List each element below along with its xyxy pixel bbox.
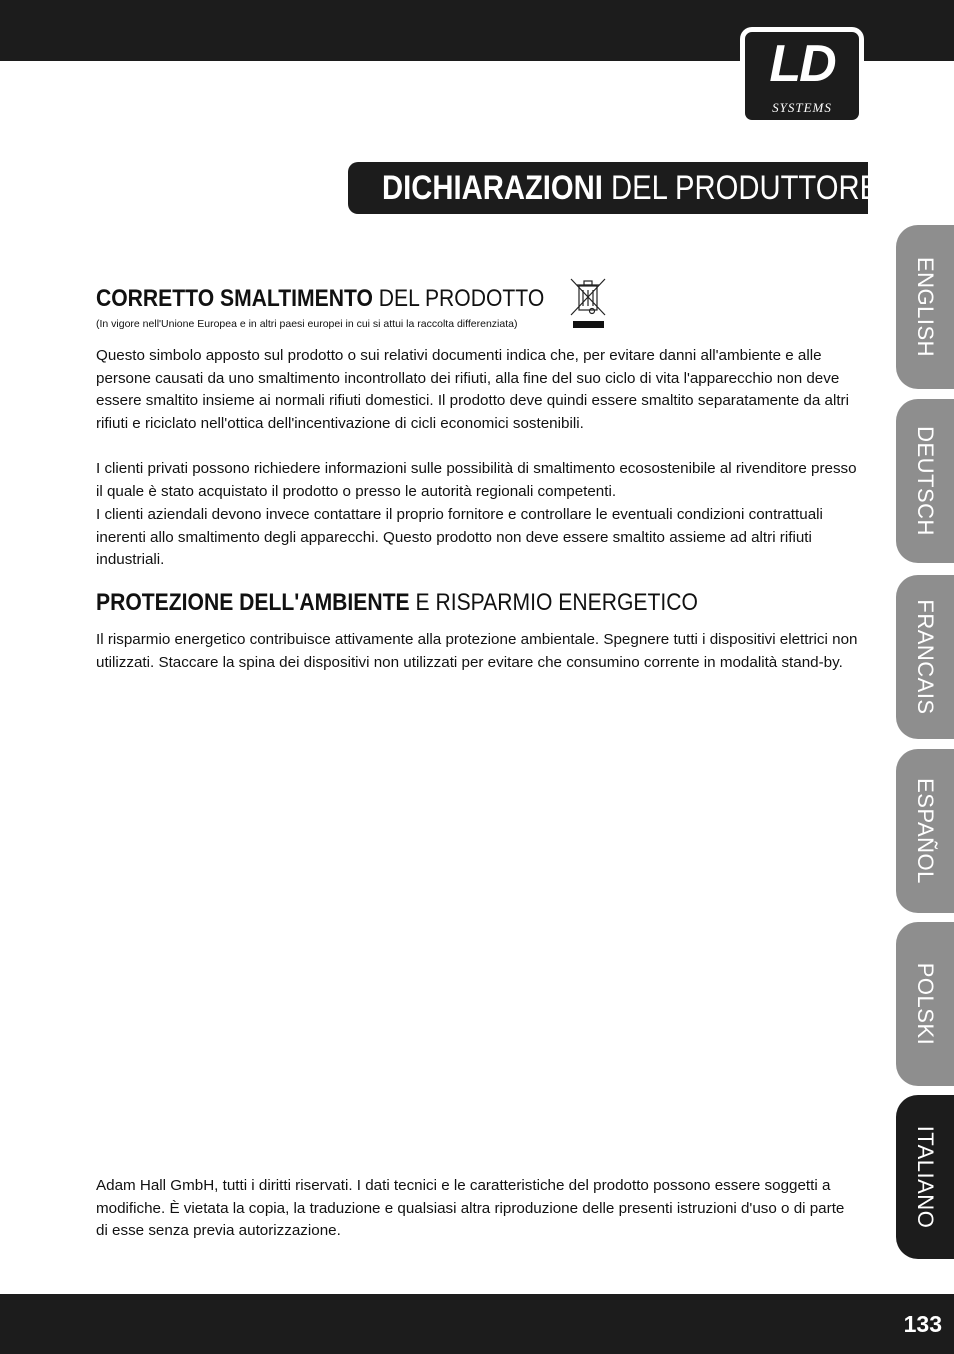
- tab-deutsch-label: DEUTSCH: [913, 426, 938, 536]
- page-number: 133: [903, 1311, 942, 1337]
- tab-italiano[interactable]: [896, 1095, 954, 1259]
- tab-english-label: ENGLISH: [913, 256, 938, 358]
- bottom-bar: [0, 1294, 954, 1354]
- section-disposal-note: (In vigore nell'Unione Europea e in altri paesi europei in cui si attui la raccolta differenziata): [96, 318, 518, 330]
- ld-systems-logo: [740, 27, 864, 125]
- tab-english[interactable]: [896, 225, 954, 389]
- page-title: [382, 166, 887, 210]
- section-environment-heading-rest: E RISPARMIO ENERGETICO: [409, 589, 698, 616]
- section-environment-heading: [96, 589, 698, 617]
- copyright-text: Adam Hall GmbH, tutti i diritti riservati. I dati tecnici e le caratteristiche del prodotto possono essere soggetti a modifiche. È vietata la copia, la traduzione e qualsiasi altra riproduzione delle presenti istruzioni d'uso o di parte di esse senza previa autorizzazione.: [96, 1177, 845, 1240]
- tab-polski-label: POLSKI: [913, 962, 938, 1046]
- section-disposal-heading: [96, 285, 544, 313]
- disposal-paragraph-1: Questo simbolo apposto sul prodotto o sui relativi documenti indica che, per evitare danni all'ambiente e alle persone causati da uno smaltimento incontrollato dei rifiuti, alla fine del suo ciclo di vita l'apparecchio non deve essere smaltito insieme ai normali rifiuti domestici. Il prodotto deve quindi essere smaltito separatamente da altri rifiuti e riciclato nell'ottica dell'incentivazione di cicli economici sostenibili.: [96, 347, 849, 433]
- tab-francais-label: FRANCAIS: [913, 599, 938, 715]
- section-environment-heading-bold: PROTEZIONE DELL'AMBIENTE: [96, 589, 410, 616]
- environment-paragraph: Il risparmio energetico contribuisce attivamente alla protezione ambientale. Spegnere tutti i dispositivi elettrici non utilizzati. Staccare la spina dei dispositivi non utilizzati per evitare che consumino corrente in modalità stand-by.: [96, 631, 858, 671]
- section-disposal-heading-rest: DEL PRODOTTO: [372, 285, 545, 312]
- crossed-bin-icon: [568, 276, 608, 330]
- disposal-paragraph-2: I clienti privati possono richiedere informazioni sulle possibilità di smaltimento ecosostenibile al rivenditore presso il quale è stato acquistato il prodotto o presso le autorità regionali competenti.: [96, 460, 857, 500]
- tab-deutsch[interactable]: [896, 399, 954, 563]
- page-title-rest: DEL PRODUTTORE:: [602, 169, 888, 207]
- tab-francais[interactable]: [896, 575, 954, 739]
- logo-main-text: LD: [769, 35, 835, 93]
- tab-polski[interactable]: [896, 922, 954, 1086]
- tab-espanol-label: ESPAÑOL: [913, 778, 938, 884]
- page-title-bold: DICHIARAZIONI: [382, 169, 603, 207]
- disposal-paragraph-3: I clienti aziendali devono invece contattare il proprio fornitore e controllare le eventuali condizioni contrattuali inerenti allo smaltimento degli apparecchi. Questo prodotto non deve essere smaltito assieme ad altri rifiuti industriali.: [96, 506, 823, 569]
- tab-espanol[interactable]: [896, 749, 954, 913]
- tab-italiano-label: ITALIANO: [913, 1125, 938, 1229]
- section-disposal-heading-bold: CORRETTO SMALTIMENTO: [96, 285, 373, 312]
- logo-sub-text: SYSTEMS: [772, 100, 832, 115]
